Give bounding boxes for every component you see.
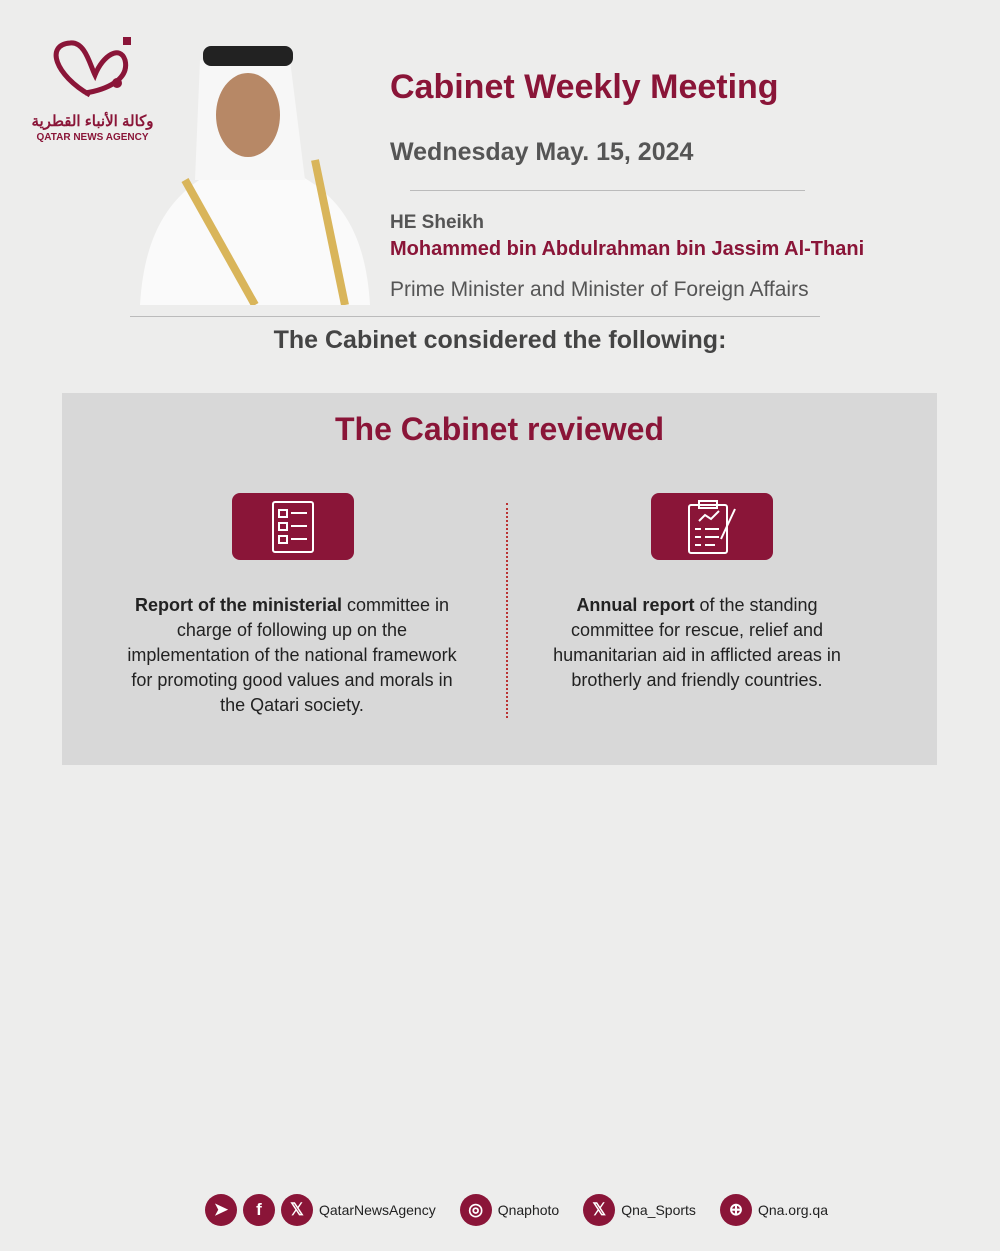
meeting-date: Wednesday May. 15, 2024 bbox=[390, 138, 694, 166]
item-bold: Report of the ministerial bbox=[134, 595, 342, 615]
item-text: committee in charge of following up on the implementation of the national framework for promoting good values and morals in the Qatari society. bbox=[127, 595, 457, 715]
facebook-icon[interactable]: f bbox=[243, 1194, 275, 1226]
qna-logo bbox=[45, 35, 140, 115]
dotted-divider bbox=[506, 503, 508, 718]
review-panel bbox=[62, 393, 937, 765]
website-link[interactable]: Qna.org.qa bbox=[757, 1202, 828, 1218]
logo-english: QATAR NEWS AGENCY bbox=[36, 132, 149, 143]
page-title: Cabinet Weekly Meeting bbox=[390, 68, 779, 106]
divider bbox=[410, 190, 805, 191]
telegram-icon[interactable]: ➤ bbox=[205, 1194, 237, 1226]
item-bold: Annual report bbox=[576, 595, 695, 615]
x-icon[interactable]: 𝕏 bbox=[583, 1194, 615, 1226]
handle-qatarnewsagency[interactable]: QatarNewsAgency bbox=[319, 1202, 436, 1218]
item-text: of the standing committee for rescue, relief and humanitarian aid in afflicted areas in brotherly and friendly countries. bbox=[553, 595, 841, 690]
social-footer bbox=[205, 1194, 828, 1226]
x-icon[interactable]: 𝕏 bbox=[281, 1194, 313, 1226]
divider bbox=[130, 316, 820, 317]
review-item bbox=[122, 593, 462, 718]
panel-title: The Cabinet reviewed bbox=[335, 411, 664, 447]
person-role: Prime Minister and Minister of Foreign Affairs bbox=[390, 278, 809, 301]
logo-arabic: وكالة الأنباء القطرية bbox=[31, 113, 154, 130]
review-item bbox=[542, 593, 852, 693]
portrait-photo bbox=[130, 40, 375, 305]
handle-qnaphoto[interactable]: Qnaphoto bbox=[497, 1202, 560, 1218]
honorific: HE Sheikh bbox=[390, 212, 484, 233]
report-clipboard-icon bbox=[651, 493, 773, 560]
person-name: Mohammed bin Abdulrahman bin Jassim Al-Thani bbox=[390, 238, 865, 260]
instagram-icon[interactable]: ◎ bbox=[460, 1194, 492, 1226]
intro-text: The Cabinet considered the following: bbox=[273, 326, 727, 354]
checklist-icon bbox=[232, 493, 354, 560]
globe-icon[interactable]: ⊕ bbox=[720, 1194, 752, 1226]
handle-qna-sports[interactable]: Qna_Sports bbox=[621, 1202, 696, 1218]
